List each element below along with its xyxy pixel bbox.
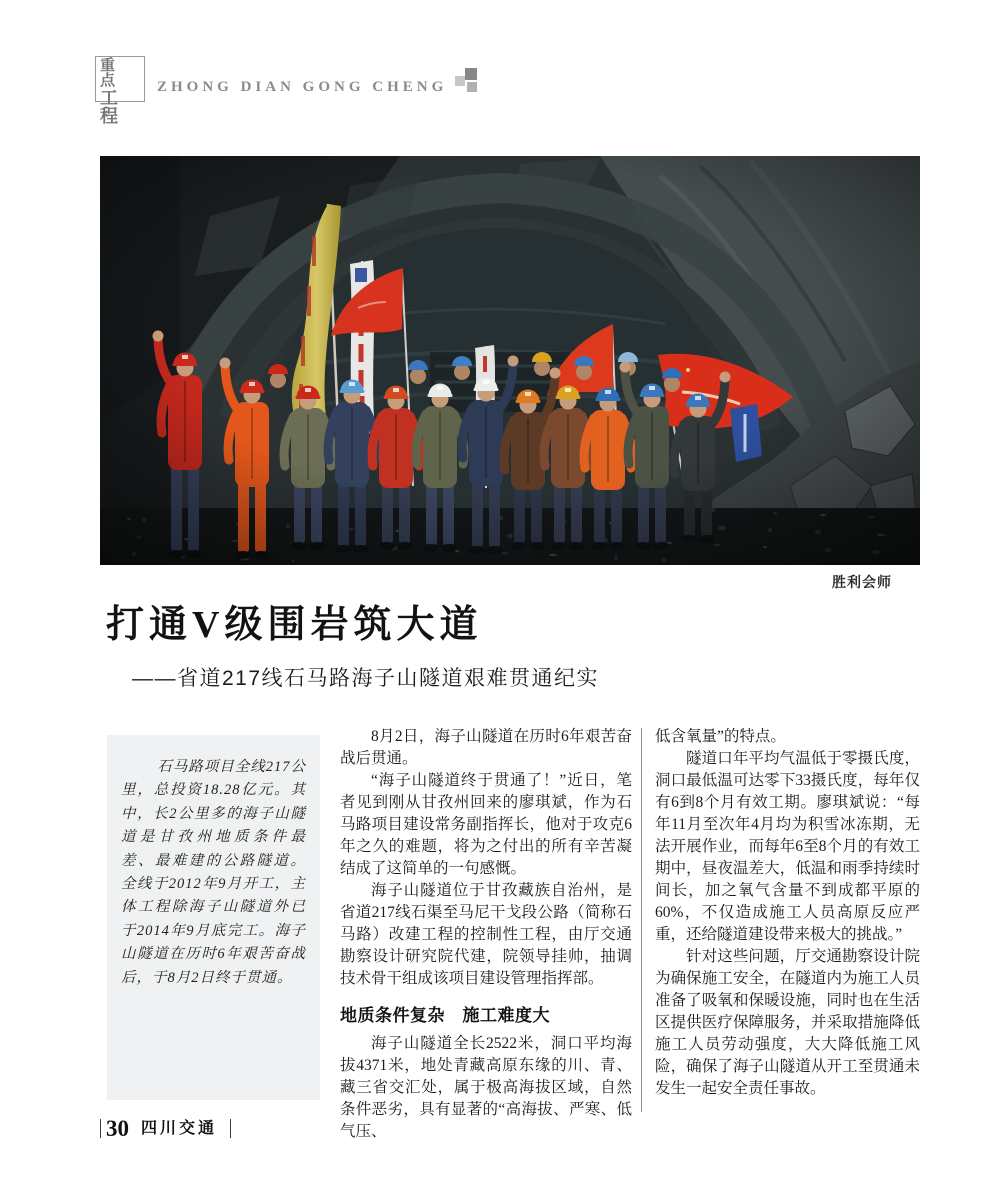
photo-caption: 胜利会师 — [832, 574, 892, 590]
body-paragraph: 针对这些问题，厅交通勘察设计院为确保施工安全，在隧道内为施工人员准备了吸氧和保暖设施，同时也在生活区提供医疗保障服务，并采取措施降低施工人员劳动强度，大大降低施工风险，确保了海子山隧道从开工至贯通未发生一起安全责任事故。 — [655, 948, 920, 1097]
article-column-right — [655, 726, 920, 1100]
decorative-squares-icon — [455, 68, 481, 94]
article-subtitle: ——省道217线石马路海子山隧道艰难贯通纪实 — [132, 667, 600, 690]
magazine-section-logo — [95, 56, 481, 126]
body-paragraph: 低含氧量”的特点。 — [655, 728, 786, 745]
body-paragraph: 隧道口年平均气温低于零摄氏度，洞口最低温可达零下33摄氏度，每年仅有6到8个月有效工期。廖琪斌说：“每年11月至次年4月均为积雪冰冻期，无法开展作业，而每年6至8个月的有效工期中，昼夜温差大，低温和雨季持续时间长，加之氧气含量不到成都平原的60%，不仅造成施工人员高原反应严重，还给隧道建设带来极大的挑战。” — [655, 750, 920, 943]
journal-name: 四川交通 — [141, 1119, 218, 1137]
tunnel-photo-illustration — [100, 156, 920, 565]
tunnel-celebration-photo — [100, 156, 920, 565]
page-number: 30 — [106, 1116, 129, 1141]
body-paragraph: “海子山隧道终于贯通了！”近日，笔者见到刚从甘孜州回来的廖琪斌，作为石马路项目建设常务副指挥长，他对于攻克6年之久的难题，将为之付出的所有辛苦凝结成了这简单的一句感慨。 — [340, 772, 632, 877]
article-title: 打通V级围岩筑大道 — [106, 604, 483, 646]
section-logo-box — [95, 56, 145, 126]
summary-text: 石马路项目全线217公里，总投资18.28亿元。其中，长2公里多的海子山隧道是甘孜州地质条件最差、最难建的公路隧道。全线于2012年9月开工，主体工程除海子山隧道外已于2014年9月底完工。海子山隧道在历时6年艰苦奋战后，于8月2日终于贯通。 — [121, 759, 306, 986]
section-logo-bottom: 工程 — [100, 88, 121, 126]
body-paragraph: 海子山隧道全长2522米，洞口平均海拔4371米，地处青藏高原东缘的川、青、藏三省交汇处，属于极高海拔区域，自然条件恶劣，具有显著的“高海拔、严寒、低气压、 — [340, 1035, 632, 1140]
summary-sidebar-box — [107, 735, 320, 1100]
section-pinyin: ZHONG DIAN GONG CHENG — [157, 79, 448, 95]
page-footer — [100, 1117, 231, 1140]
section-heading: 地质条件复杂 施工难度大 — [340, 1006, 550, 1025]
article-column-main — [340, 726, 632, 1143]
column-divider — [641, 728, 642, 1112]
section-logo-top: 重点 — [100, 58, 122, 89]
body-paragraph: 8月2日，海子山隧道在历时6年艰苦奋战后贯通。 — [340, 728, 632, 767]
footer-bar-left — [100, 1119, 101, 1138]
body-paragraph: 海子山隧道位于甘孜藏族自治州，是省道217线石渠至马尼干戈段公路（简称石马路）改建工程的控制性工程，由厅交通勘察设计研究院代建，院领导挂帅，抽调技术骨干组成该项目建设管理指挥部。 — [340, 882, 632, 987]
footer-bar-right — [230, 1119, 231, 1138]
